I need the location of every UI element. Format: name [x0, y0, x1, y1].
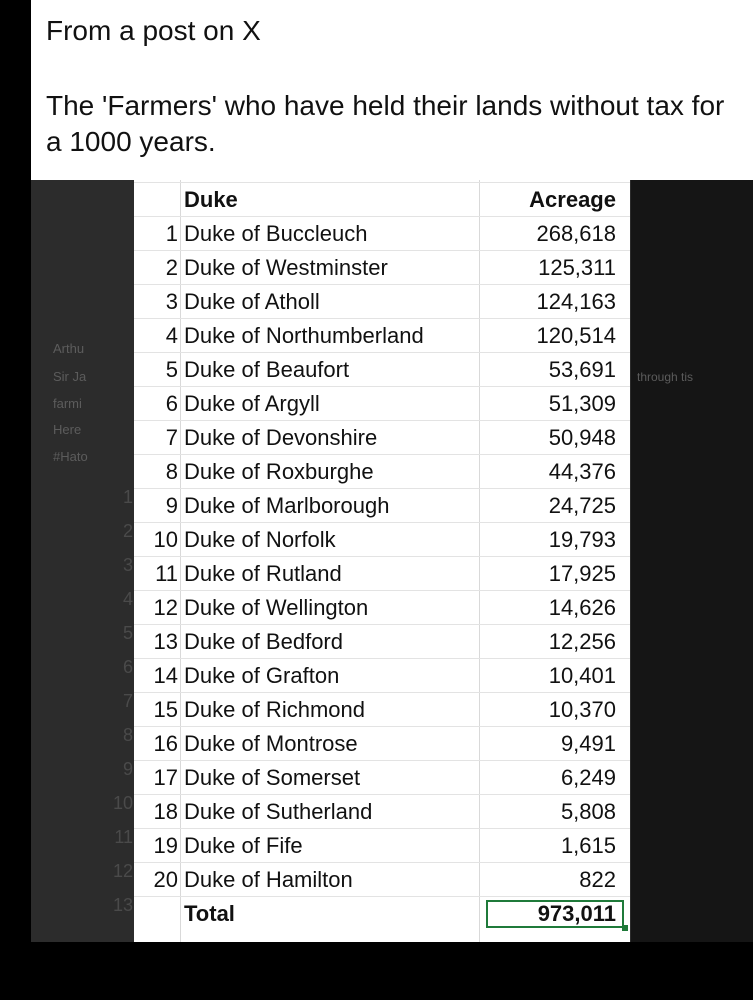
acreage-cell: 24,725: [548, 493, 616, 518]
name-cell: Duke of Rutland: [184, 561, 342, 586]
name-cell: Duke of Northumberland: [184, 323, 424, 348]
total-acreage: 973,011: [537, 901, 616, 926]
rank-cell: 7: [165, 425, 178, 450]
post-source: From a post on X: [46, 15, 261, 46]
table-row[interactable]: [134, 760, 630, 795]
row-number: 3: [122, 555, 133, 575]
acreage-cell: 9,491: [560, 731, 616, 756]
header-duke: Duke: [184, 187, 238, 212]
acreage-cell: 10,401: [548, 663, 616, 688]
background-fragment: Arthu: [53, 341, 85, 356]
name-cell: Duke of Buccleuch: [184, 221, 368, 246]
name-cell: Duke of Montrose: [184, 731, 358, 756]
table-row[interactable]: [134, 692, 630, 727]
rank-cell: 3: [165, 289, 178, 314]
background-fragment: #Hato: [53, 449, 88, 464]
rank-cell: 2: [165, 255, 178, 280]
name-cell: Duke of Marlborough: [184, 493, 390, 518]
acreage-cell: 822: [579, 867, 616, 892]
rank-cell: 15: [153, 697, 178, 722]
row-number: 10: [112, 793, 133, 813]
table-row[interactable]: [134, 522, 630, 557]
acreage-cell: 6,249: [560, 765, 616, 790]
rank-cell: 6: [165, 391, 178, 416]
table-row[interactable]: [134, 828, 630, 863]
acreage-cell: 10,370: [548, 697, 616, 722]
acreage-cell: 5,808: [560, 799, 616, 824]
acreage-cell: 12,256: [548, 629, 616, 654]
rank-cell: 17: [153, 765, 178, 790]
name-cell: Duke of Bedford: [184, 629, 343, 654]
name-cell: Duke of Fife: [184, 833, 303, 858]
rank-cell: 8: [165, 459, 178, 484]
bottom-bar: [31, 942, 753, 1000]
rank-cell: 5: [165, 357, 178, 382]
name-cell: Duke of Westminster: [184, 255, 388, 280]
total-row[interactable]: [134, 896, 630, 931]
table-row[interactable]: [134, 862, 630, 897]
row-number: 4: [122, 589, 133, 609]
rank-cell: 20: [153, 867, 178, 892]
spreadsheet-table: [134, 180, 630, 942]
row-number: 2: [122, 521, 133, 541]
row-number: 8: [122, 725, 133, 745]
table-row[interactable]: [134, 352, 630, 387]
header-acreage: Acreage: [529, 187, 616, 212]
table-row[interactable]: [134, 318, 630, 353]
rank-cell: 1: [165, 221, 178, 246]
name-cell: Duke of Sutherland: [184, 799, 373, 824]
acreage-cell: 120,514: [536, 323, 616, 348]
name-cell: Duke of Beaufort: [184, 357, 350, 382]
table-row[interactable]: [134, 284, 630, 319]
name-cell: Duke of Roxburghe: [184, 459, 374, 484]
rank-cell: 16: [153, 731, 178, 756]
acreage-cell: 17,925: [548, 561, 616, 586]
table-row[interactable]: [134, 590, 630, 625]
table-header: [134, 182, 630, 217]
table-row[interactable]: [134, 794, 630, 829]
name-cell: Duke of Argyll: [184, 391, 320, 416]
table-row[interactable]: [134, 556, 630, 591]
fill-handle[interactable]: [622, 925, 628, 931]
name-cell: Duke of Wellington: [184, 595, 369, 620]
table-row[interactable]: [134, 726, 630, 761]
name-cell: Duke of Devonshire: [184, 425, 378, 450]
background-row-numbers: [103, 480, 133, 922]
acreage-cell: 124,163: [536, 289, 616, 314]
table-row[interactable]: [134, 624, 630, 659]
spreadsheet-photo: [31, 180, 753, 942]
table-row[interactable]: [134, 386, 630, 421]
background-fragment: Sir Ja: [53, 369, 87, 384]
acreage-cell: 1,615: [560, 833, 616, 858]
rank-cell: 10: [153, 527, 178, 552]
row-number: 12: [112, 861, 133, 881]
name-cell: Duke of Grafton: [184, 663, 340, 688]
post-caption: [31, 0, 753, 180]
rank-cell: 19: [153, 833, 178, 858]
background-fragment: farmi: [53, 396, 82, 411]
row-number: 5: [122, 623, 133, 643]
row-number: 13: [112, 895, 133, 915]
table-row[interactable]: [134, 250, 630, 285]
rank-cell: 12: [153, 595, 178, 620]
background-panel: [631, 180, 753, 942]
rank-cell: 11: [155, 561, 178, 586]
row-number: 7: [122, 691, 133, 711]
row-number: 11: [114, 827, 133, 847]
rank-cell: 4: [165, 323, 178, 348]
background-fragment: Here: [53, 422, 82, 437]
acreage-cell: 50,948: [548, 425, 616, 450]
acreage-cell: 44,376: [548, 459, 616, 484]
name-cell: Duke of Somerset: [184, 765, 361, 790]
rank-cell: 18: [153, 799, 178, 824]
acreage-cell: 51,309: [548, 391, 616, 416]
row-number: 9: [122, 759, 133, 779]
row-number: 1: [122, 487, 133, 507]
table-row[interactable]: [134, 216, 630, 251]
row-number: 6: [122, 657, 133, 677]
acreage-cell: 14,626: [548, 595, 616, 620]
table-row[interactable]: [134, 488, 630, 523]
acreage-cell: 268,618: [536, 221, 616, 246]
table-row[interactable]: [134, 420, 630, 455]
post-text: The 'Farmers' who have held their lands without tax for a 1000 years.: [46, 90, 725, 157]
rank-cell: 14: [153, 663, 178, 688]
name-cell: Duke of Hamilton: [184, 867, 353, 892]
acreage-cell: 19,793: [548, 527, 616, 552]
total-label: Total: [184, 901, 235, 926]
table-row[interactable]: [134, 454, 630, 489]
acreage-cell: 125,311: [538, 255, 616, 280]
name-cell: Duke of Norfolk: [184, 527, 336, 552]
table-row[interactable]: [134, 658, 630, 693]
rank-cell: 9: [165, 493, 178, 518]
name-cell: Duke of Richmond: [184, 697, 365, 722]
background-fragment: through tis: [637, 370, 694, 384]
rank-cell: 13: [153, 629, 178, 654]
acreage-cell: 53,691: [548, 357, 616, 382]
name-cell: Duke of Atholl: [184, 289, 320, 314]
